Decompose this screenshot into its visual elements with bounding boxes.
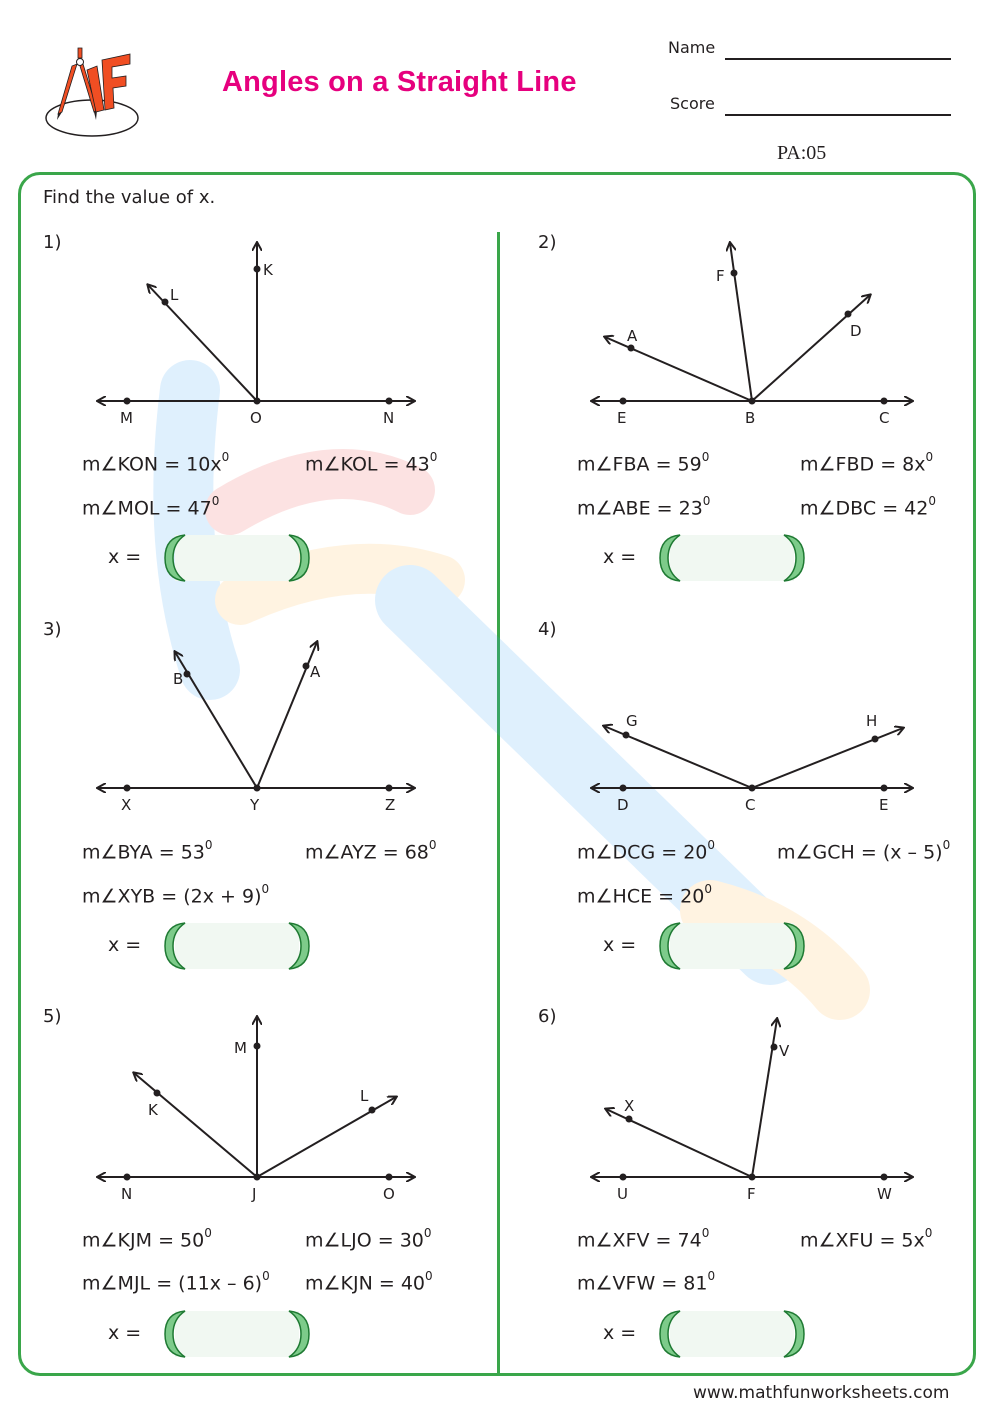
point-label: Z <box>385 796 396 814</box>
problem-3-diagram <box>90 622 430 822</box>
problem-6-answer-label: x = <box>603 1322 637 1344</box>
mathfun-logo <box>42 40 142 140</box>
problem-5-answer-label: x = <box>108 1322 142 1344</box>
problem-3-answer-box[interactable] <box>163 921 311 971</box>
problem-2-answer-box[interactable] <box>658 533 806 583</box>
problem-3-answer-label: x = <box>108 934 142 956</box>
point-label: O <box>250 409 262 427</box>
problem-1-equation: m∠MOL = $47^0$ <box>82 494 220 520</box>
point-label: G <box>626 712 638 730</box>
problem-3-equation: m∠BYA = $53^0$ <box>82 838 213 864</box>
score-label: Score <box>670 94 715 113</box>
point-label: N <box>121 1185 133 1203</box>
point-label: A <box>627 327 638 345</box>
column-divider <box>497 232 500 1376</box>
problem-4-answer-box[interactable] <box>658 921 806 971</box>
problem-3-equation: m∠AYZ = $68^0$ <box>305 838 437 864</box>
problem-4-answer-label: x = <box>603 934 637 956</box>
point-label: M <box>234 1039 247 1057</box>
point-label: V <box>779 1042 790 1060</box>
point-label: X <box>624 1097 635 1115</box>
point-label: B <box>173 670 184 688</box>
problem-2-equation: m∠FBD = $8x^0$ <box>800 450 934 476</box>
problem-2-equation: m∠FBA = $59^0$ <box>577 450 710 476</box>
problem-4-diagram <box>585 622 925 822</box>
point-label: B <box>745 409 756 427</box>
point-label: A <box>310 663 321 681</box>
point-label: D <box>617 796 629 814</box>
point-label: E <box>617 409 627 427</box>
problem-2-equation: m∠DBC = $42^0$ <box>800 494 936 520</box>
instruction-text: Find the value of x. <box>43 187 216 208</box>
point-label: C <box>745 796 756 814</box>
problem-5-equation: m∠KJN = $40^0$ <box>305 1269 433 1295</box>
name-label: Name <box>668 38 716 57</box>
problem-5-equation: m∠MJL = (11x – 6)$^0$ <box>82 1269 270 1295</box>
point-label: E <box>879 796 889 814</box>
problem-6-number: 6) <box>538 1006 557 1027</box>
problem-4-number: 4) <box>538 619 557 640</box>
problem-1-equation: m∠KON = $10x^0$ <box>82 450 230 476</box>
point-label: M <box>120 409 133 427</box>
problem-2-number: 2) <box>538 232 557 253</box>
problem-1-equation: m∠KOL = $43^0$ <box>305 450 438 476</box>
problem-4-equation: m∠HCE = $20^0$ <box>577 882 712 908</box>
problem-5-answer-box[interactable] <box>163 1309 311 1359</box>
point-label: K <box>148 1101 158 1119</box>
problem-1-diagram <box>90 235 430 435</box>
point-label: L <box>360 1087 369 1105</box>
problem-1-answer-box[interactable] <box>163 533 311 583</box>
problem-1-number: 1) <box>43 232 62 253</box>
point-label: O <box>383 1185 395 1203</box>
problem-6-equation: m∠VFW = $81^0$ <box>577 1269 716 1295</box>
problem-4-equation: m∠DCG = $20^0$ <box>577 838 716 864</box>
point-label: X <box>121 796 132 814</box>
point-label: J <box>252 1185 257 1203</box>
problem-6-diagram <box>585 1011 925 1211</box>
problem-6-answer-box[interactable] <box>658 1309 806 1359</box>
page-code: PA:05 <box>777 142 827 164</box>
point-label: D <box>850 322 862 340</box>
point-label: L <box>170 286 179 304</box>
point-label: N <box>383 409 395 427</box>
problem-2-diagram <box>585 235 925 435</box>
problem-5-equation: m∠KJM = $50^0$ <box>82 1226 212 1252</box>
problem-5-number: 5) <box>43 1006 62 1027</box>
point-label: W <box>877 1185 892 1203</box>
point-label: F <box>716 267 725 285</box>
problem-4-equation: m∠GCH = (x – 5)$^0$ <box>777 838 951 864</box>
problem-1-answer-label: x = <box>108 546 142 568</box>
point-label: H <box>866 712 878 730</box>
name-field[interactable] <box>725 58 951 60</box>
point-label: U <box>617 1185 628 1203</box>
point-label: F <box>747 1185 756 1203</box>
problem-5-equation: m∠LJO = $30^0$ <box>305 1226 432 1252</box>
problem-5-diagram <box>90 1011 430 1211</box>
point-label: C <box>879 409 890 427</box>
problem-3-number: 3) <box>43 619 62 640</box>
score-field[interactable] <box>725 114 951 116</box>
point-label: K <box>263 261 273 279</box>
problem-2-answer-label: x = <box>603 546 637 568</box>
footer-url: www.mathfunworksheets.com <box>693 1383 950 1403</box>
point-label: Y <box>250 796 260 814</box>
worksheet-title: Angles on a Straight Line <box>222 66 577 98</box>
problem-6-equation: m∠XFV = $74^0$ <box>577 1226 710 1252</box>
problem-3-equation: m∠XYB = $(2x + 9)^0$ <box>82 882 270 908</box>
problem-6-equation: m∠XFU = $5x^0$ <box>800 1226 933 1252</box>
problem-2-equation: m∠ABE = $23^0$ <box>577 494 711 520</box>
